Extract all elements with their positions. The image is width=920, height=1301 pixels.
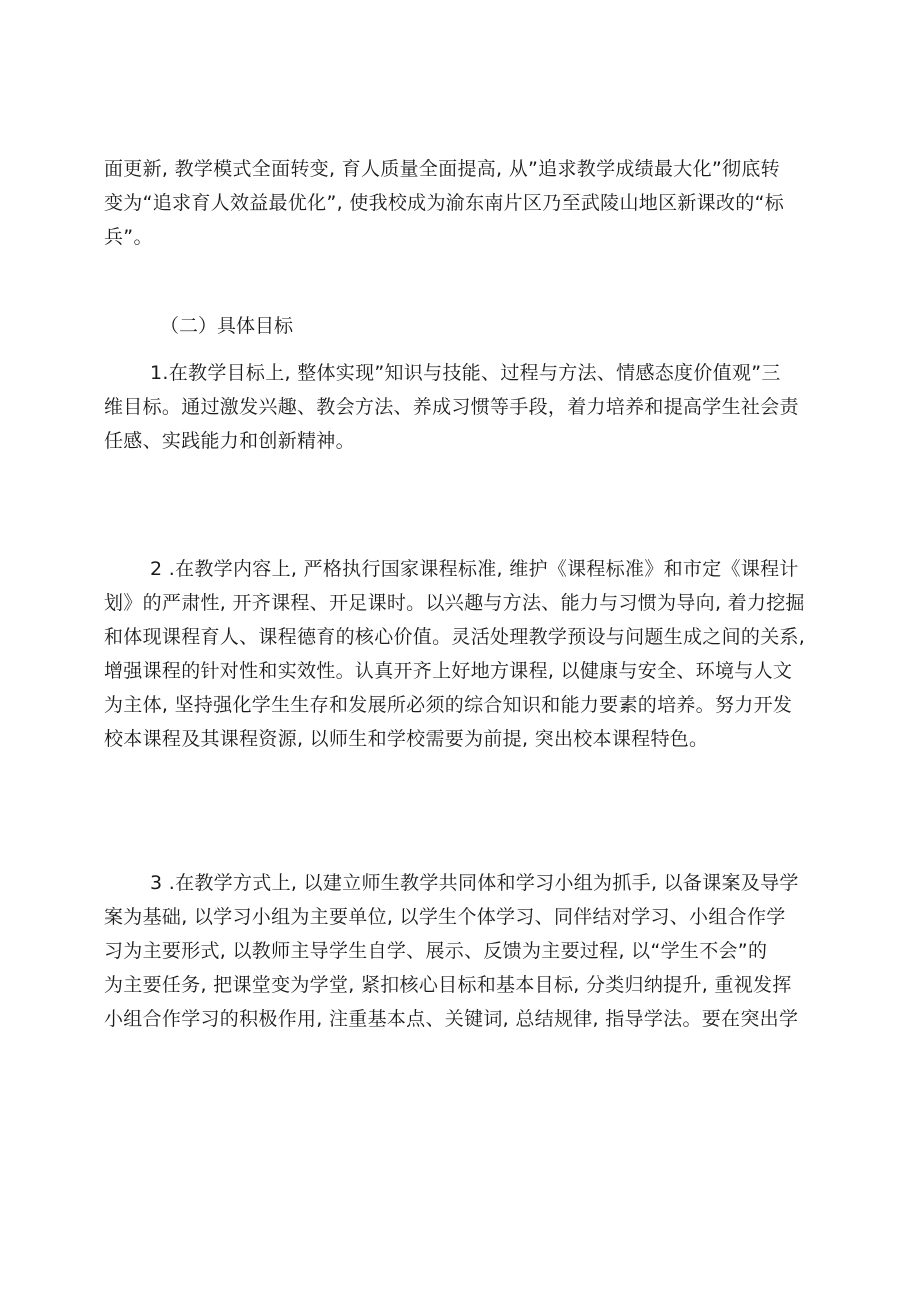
text-line: 2 .在教学内容上, 严格执行国家课程标准, 维护《课程标准》和市定《课程计 [150, 558, 799, 580]
text-line: 任感、实践能力和创新精神。 [104, 430, 355, 452]
intro-paragraph [104, 152, 824, 254]
text-line: 校本课程及其课程资源, 以师生和学校需要为前提, 突出校本课程特色。 [104, 728, 709, 750]
text-line: 增强课程的针对性和实效性。认真开齐上好地方课程, 以健康与安全、环境与人文 [104, 660, 793, 682]
text-line: 案为基础, 以学习小组为主要单位, 以学生个体学习、同伴结对学习、小组合作学 [104, 906, 786, 928]
text-line: 小组合作学习的积极作用, 注重基本点、关键词, 总结规律, 指导学法。要在突出学 [104, 1008, 799, 1030]
text-line: 3 .在教学方式上, 以建立师生教学共同体和学习小组为抓手, 以备课案及导学 [150, 872, 799, 894]
text-line: 变为“追求育人效益最优化”, 使我校成为渝东南片区乃至武陵山地区新课改的“标 [104, 192, 785, 214]
goal-paragraph-3 [104, 866, 824, 1036]
text-line: 和体现课程育人、课程德育的核心价值。灵活处理教学预设与问题生成之间的关系, [104, 626, 806, 648]
text-line: 为主体, 坚持强化学生生存和发展所必须的综合知识和能力要素的培养。努力开发 [104, 694, 793, 716]
text-line: 1.在教学目标上, 整体实现”知识与技能、过程与方法、情感态度价值观”三 [150, 362, 781, 384]
text-line: 维目标。通过激发兴趣、教会方法、养成习惯等手段，着力培养和提高学生社会责 [104, 396, 799, 418]
text-line: 面更新, 教学模式全面转变, 育人质量全面提高, 从”追求教学成绩最大化”彻底转 [104, 158, 780, 180]
text-line: 划》的严肃性, 开齐课程、开足课时。以兴趣与方法、能力与习惯为导向, 着力挖掘 [104, 592, 805, 614]
text-line: 兵”。 [104, 226, 153, 248]
goal-paragraph-2 [104, 552, 824, 756]
text-line: 习为主要形式, 以教师主导学生自学、展示、反馈为主要过程, 以“学生不会”的 [104, 940, 768, 962]
text-line: 为主要任务, 把课堂变为学堂, 紧扣核心目标和基本目标, 分类归纳提升, 重视发挥 [104, 974, 792, 996]
section-heading: （二）具体目标 [160, 315, 294, 337]
goal-paragraph-1 [104, 356, 824, 458]
